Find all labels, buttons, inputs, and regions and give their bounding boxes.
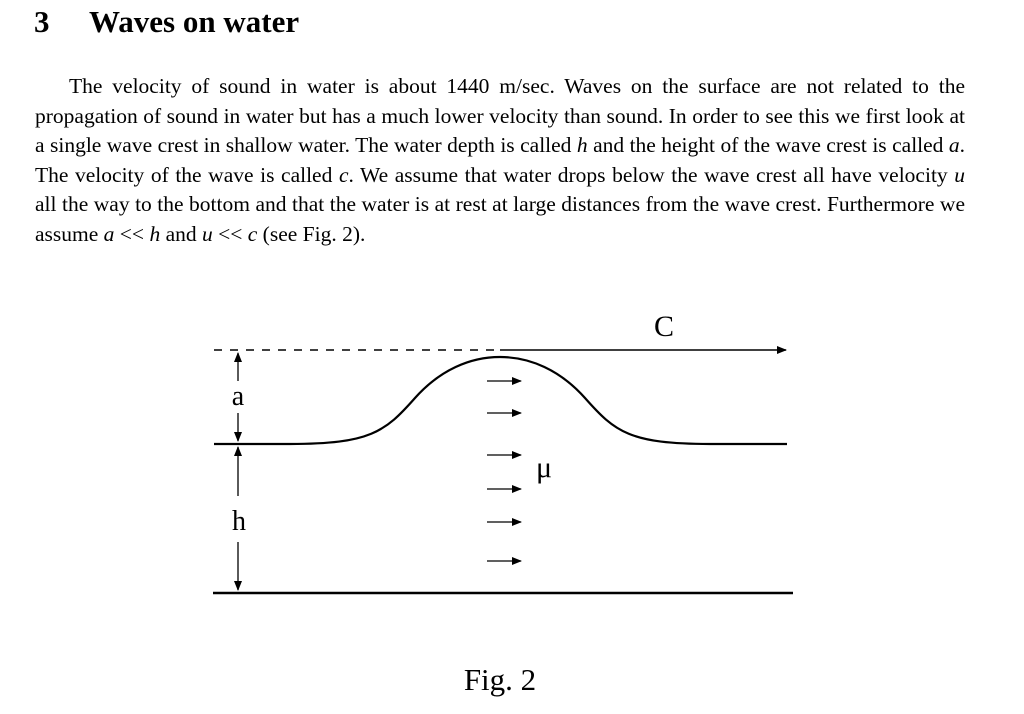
water-surface — [214, 357, 787, 444]
section-number: 3 — [34, 4, 50, 39]
figure-caption: Fig. 2 — [463, 662, 537, 697]
label-particle-velocity: μ — [535, 451, 553, 484]
math-symbol-c: c — [247, 221, 258, 246]
text-segment: and the height of the wave crest is called — [587, 133, 949, 158]
label-wave-velocity: C — [653, 310, 675, 343]
math-operator: << — [212, 221, 248, 246]
math-symbol-h: h — [149, 221, 161, 246]
text-segment: and — [160, 221, 202, 246]
math-symbol-c: c — [338, 162, 349, 187]
math-symbol-u: u — [954, 162, 965, 187]
text-segment: (see Fig. 2). — [257, 221, 366, 246]
math-symbol-a: a — [948, 133, 960, 158]
label-crest-height: a — [231, 381, 245, 412]
text-segment: The velocity of sound in water is about 1440 m/sec. Waves on the surface are not related to the propagation of sound in water but has a much lower velocity than sound. In order to see this we first look at a single wave crest in shallow water. The water depth is called — [35, 74, 965, 158]
text-segment: . The velocity of the wave is called — [35, 133, 965, 187]
math-symbol-u: u — [201, 221, 213, 246]
math-symbol-a: a — [103, 221, 115, 246]
text-segment: . We assume that water drops below the wave crest all have velocity — [348, 162, 955, 187]
text-segment: all the way to the bottom and that the water is at rest at large distances from the wave crest. Furthermore we assume — [35, 192, 965, 246]
label-water-depth: h — [232, 506, 246, 537]
math-operator: << — [114, 221, 150, 246]
section-title: Waves on water — [89, 4, 300, 39]
math-symbol-h: h — [576, 133, 588, 158]
